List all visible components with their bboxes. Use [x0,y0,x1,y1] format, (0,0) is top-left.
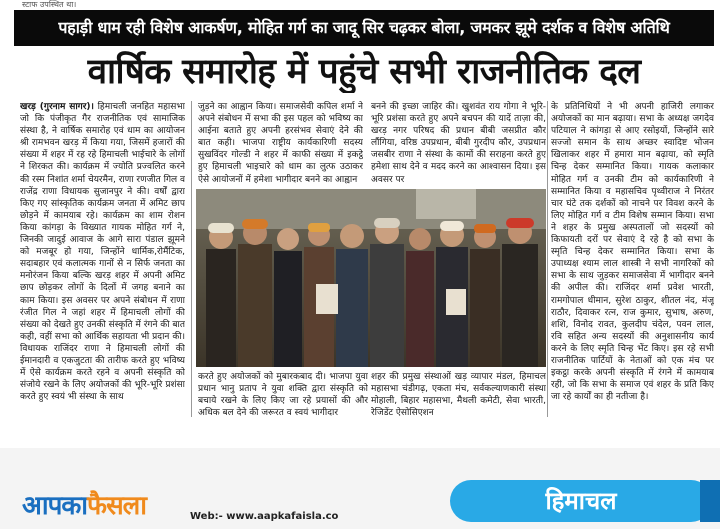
logo-part-1: आपका [22,491,88,521]
news-article [20,101,714,421]
page-footer [0,448,720,529]
website-link[interactable]: Web:- www.aapkafaisla.co [190,511,339,522]
dateline: खरड़ (गुरनाम सागर)। [20,102,94,112]
section-label-cap [700,480,720,522]
article-column-2: जुड़ने का आह्वान किया। समाजसेवी कपिल शर्मा ने अपने संबोधन में सभा की इस पहल को भविष्य का आईना बताते हुए अपनी हरसंभव सेवाएं देने की बात कही। भाजपा राष्ट्रीय कार्यकारिणी सदस्य सुखविंदर गोल्डी ने शहर में काफी संख्या में इकट्ठे हुए हिमाचली भाइचारे को धाम का लुत्फ उठाकर ऐसे आयोजनों में हमेशा भागीदार बनने का आह्वान [198,102,363,185]
column-1-text: हिमाचली जनहित महासभा जो कि पंजीकृत गैर राजनीतिक एवं सामाजिक संस्था है, ने वार्षिक समारोह एवं धाम का आयोजन श्री रामभवन खरड़ में किया गया, जिसमें हजारों की संख्या में शहर में रह रहे हिमाचली भाईचारे के लोगों ने शिरकत की। कार्यक्रम में ज्योति प्रज्वलित करने की रस्म निशांत शर्मा चेयरमैन, राणा रणजीत गिल व राजेंद्र राणा विधायक सुजानपुर ने की। वर्षों द्वारा किए गए सांस्कृतिक कार्यक्रम जनता में अमिट छाप छोड़ने में कामयाब रहे। कार्यक्रम का शाम रोशन किया कांगड़ा के विख्यात गायक मोहित गर्ग ने, जिनकी जादुई आवाज के आगे सारा पंडाल झूमने को मजबूर हो गया, जिन्होंने धार्मिक,रोमैंटिक, सदाबहार एवं कलात्मक गानों से न सिर्फ जनता का मनोरंजन किया बल्कि खरड़ शहर में अपनी अमिट छाप छोड़कर लोगों के दिलों में जगह बनाने का काम किया। इस अवसर पर अपने संबोधन में राणा रंजीत गिल ने जहां शहर में हिमाचली लोगों की संख्या को देखते हुए उनकी संस्कृति में रंगने की बात कही, वहीं सभा को आर्थिक सहायता भी प्रदान की। विधायक राजिंदर राणा ने हिमाचली लोगों की ईमानदारी व एकजुटता की तारीफ करते हुए भविष्य में ऐसे कार्यक्रम करते रहने व अपनी संस्कृति को संजोये रखने के लिए अयोजकों की भूरि-भूरि प्रशंसा करते हुए स्वयं भी संस्था के साथ [20,102,185,403]
article-column-1 [20,101,185,417]
column-divider [547,101,548,417]
article-column-3: बनने की इच्छा जाहिर की। खुशवंत राय गोगा ने भूरि-भूरि प्रशंसा करते हुए अपने बचपन की यादें ताज़ा की, खरड़ नगर परिषद की प्रधान बीबी जसप्रीत कौर लौंगिया, वरिष्ठ उपप्रधान, बीबी गुरदीप कौर, उपप्रधान जसबीर राणा ने संस्था के कामों की सराहना करते हुए हमेशा साथ देने व मदद करने का आश्वासन दिया। इस अवसर पर [371,102,546,185]
column-divider [191,101,192,417]
logo-part-2: फैसला [87,491,147,521]
article-column-2-continued: करते हुए अयोजकों को मुबारकबाद दी। भाजपा युवा प्रधान भानु प्रताप ने युवा शक्ति द्वारा संस्कृति को बचाये रखने के लिए किए जा रहे प्रयासों की और अधिक बल देने की जरूरत व स्वयं भागीदार [198,372,368,419]
section-label: हिमाचल [450,480,712,522]
event-group-photo [196,189,546,367]
publication-logo [22,486,172,526]
previous-article-tail: स्टाफ उपस्थित था। [22,0,77,9]
article-column-4: के प्रतिनिधियों ने भी अपनी हाजिरी लगाकर अयोजकों का मान बढ़ाया। सभा के अध्यक्ष जगदेव पटियाल ने कांगड़ा से आए रसोइयों, जिन्होंने सारे सज्जो समान के साथ अच्छर स्वादिष्ट भोजन खिलाकर शहर में हमारा मान बढ़ाया, को स्मृति चिन्ह देकर सम्मानित किया। गायक कलाकार मोहित गर्ग व उनकी टीम को कार्यकारिणी ने सम्मानित किया व महासचिव पृथ्वीराज ने निरंतर चार घंटे तक दर्शकों को नाचने पर विवश करने के लिए मोहित गर्ग व टीम विशेष सम्मान किया। सभा ने शहर के प्रमुख अस्पतालों जो सदस्यों को किफायती दरों पर सेवाएं दे रहे है को सभा के स्मृति चिन्ह देकर सम्मानित किया। सभा के उपाध्यक्ष श्याम लाल शास्त्री ने सभी नागरिकों को सभा के साथ जुड़कर समाजसेवा में भागीदार बनने की अपील की। राजिंदर शर्मा प्रवेश भारती, रामगोपाल धीमान, सुरेश ठाकुर, शीतल नंद, मंजू राठौर, दिवाकर रत्न, राज कुमार, सुभाष, अरुण, शशि, विनोद रावत, कुलदीप चंदेल, पवन लाल, रवि सहित अन्य सदस्यों की अनुशासनीय कार्य करने के लिए स्मृति चिन्ह भेंट किए। इस रहे सभी राजनीतिक पार्टियों के नेताओं को एक मंच पर इकट्ठा करके अपनी संस्कृति में रंगने में कामयाब रही, जो कि सभा के समाज एवं शहर के प्रति किए जा रहे कार्यों का ही नतीजा है। [551,102,714,403]
sub-headline-banner: पहाड़ी धाम रही विशेष आकर्षण, मोहित गर्ग का जादू सिर चढ़कर बोला, जमकर झूमे दर्शक व विशेष अतिथि [14,10,714,46]
article-column-3-continued: शहर की प्रमुख संस्थाओं खड़ व्यापार मंडल, हिमाचल महासभा चंडीगढ़, एकता मंच, सर्वकल्याणकारी संस्था मोहाली, बिहार महासभा, मैथली कमेटी, सेवा भारती, रेजिडेंट ऐसोसिएशन [371,372,546,419]
main-headline: वार्षिक समारोह में पहुंचे सभी राजनीतिक दल [87,51,641,92]
